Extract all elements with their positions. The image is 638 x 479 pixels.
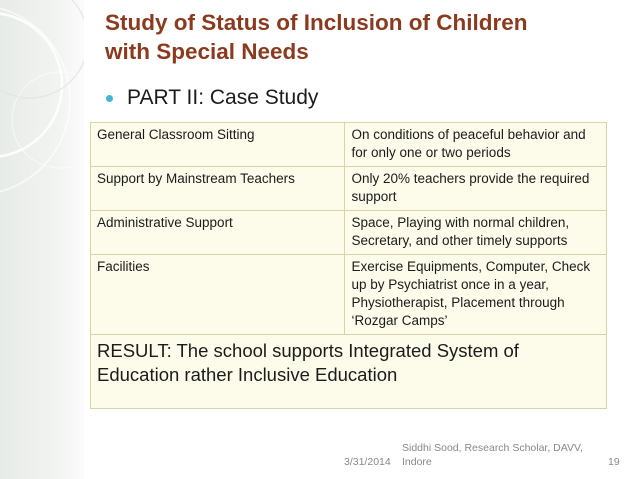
table-cell-left: Support by Mainstream Teachers [91, 167, 345, 211]
slide-title [105, 8, 605, 66]
footer-author [402, 442, 602, 469]
footer-author-line-2: Indore [402, 455, 432, 468]
slide-title-line-1: Study of Status of Inclusion of Children [105, 10, 528, 35]
decorative-circles-graphic [0, 0, 84, 479]
table-cell-right: Space, Playing with normal children, Secretary, and other timely supports [345, 211, 607, 255]
table-cell-right: Exercise Equipments, Computer, Check up by Psychiatrist once in a year, Physiotherapist, Placement through ‘Rozgar Camps’ [345, 255, 607, 335]
table-cell-right: Only 20% teachers provide the required support [345, 167, 607, 211]
bullet-text: PART II: Case Study [127, 86, 319, 109]
table-cell-left: Facilities [91, 255, 345, 335]
bullet-item [106, 84, 318, 112]
decorative-left-band [0, 0, 84, 479]
footer-date: 3/31/2014 [344, 456, 391, 468]
table-cell-left: Administrative Support [91, 211, 345, 255]
slide-title-line-2: with Special Needs [105, 39, 309, 64]
footer-author-line-1: Siddhi Sood, Research Scholar, DAVV, [402, 442, 583, 454]
table-row [91, 123, 607, 167]
table-row [91, 167, 607, 211]
case-study-table [90, 122, 607, 409]
table-row-result [91, 335, 607, 409]
footer-page-number: 19 [608, 456, 620, 468]
bullet-dot-icon [106, 95, 113, 102]
result-cell: RESULT: The school supports Integrated System of Education rather Inclusive Education [91, 335, 607, 409]
table-cell-right: On conditions of peaceful behavior and for only one or two periods [345, 123, 607, 167]
table-row [91, 255, 607, 335]
table-cell-left: General Classroom Sitting [91, 123, 345, 167]
table-row [91, 211, 607, 255]
